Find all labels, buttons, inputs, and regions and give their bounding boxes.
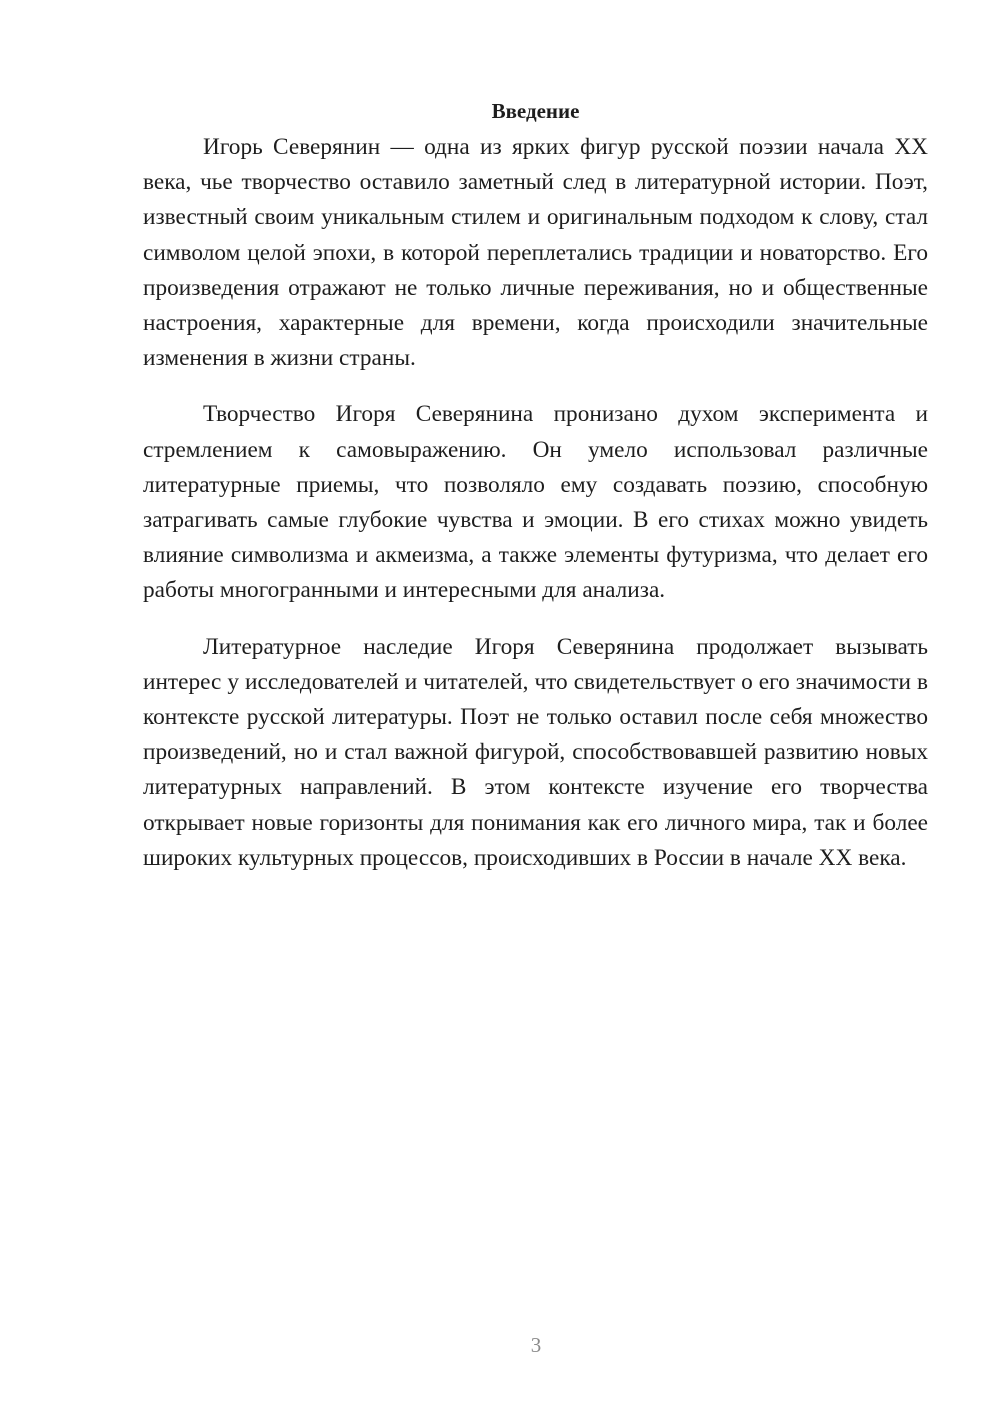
section-heading: Введение [491, 99, 580, 123]
paragraph-2: Творчество Игоря Северянина пронизано духом эксперимента и стремлением к самовыражению. Он умело использовал различные литературные приемы, что позволяло ему создавать поэзию, способную затрагивать самые глубокие чувства и эмоции. В его стихах можно увидеть влияние символизма и акмеизма, а также элементы футуризма, что делает его работы многогранными и интересными для анализа. [143, 401, 928, 604]
paragraph-1: Игорь Северянин — одна из ярких фигур русской поэзии начала XX века, чье творчество оставило заметный след в литературной истории. Поэт, известный своим уникальным стилем и оригинальным подходом к слову, стал символом целой эпохи, в которой переплетались традиции и новаторство. Его произведения отражают не только личные переживания, но и общественные настроения, характерные для времени, когда происходили значительные изменения в жизни страны. [143, 134, 928, 372]
paragraph-3: Литературное наследие Игоря Северянина продолжает вызывать интерес у исследователей и читателей, что свидетельствует о его значимости в контексте русской литературы. Поэт не только оставил после себя множество произведений, но и стал важной фигурой, способствовавшей развитию новых литературных направлений. В этом контексте изучение его творчества открывает новые горизонты для понимания как его личного мира, так и более широких культурных процессов, происходивших в России в начале XX века. [143, 633, 928, 871]
page-body [143, 96, 928, 897]
page-number: 3 [530, 1333, 542, 1357]
